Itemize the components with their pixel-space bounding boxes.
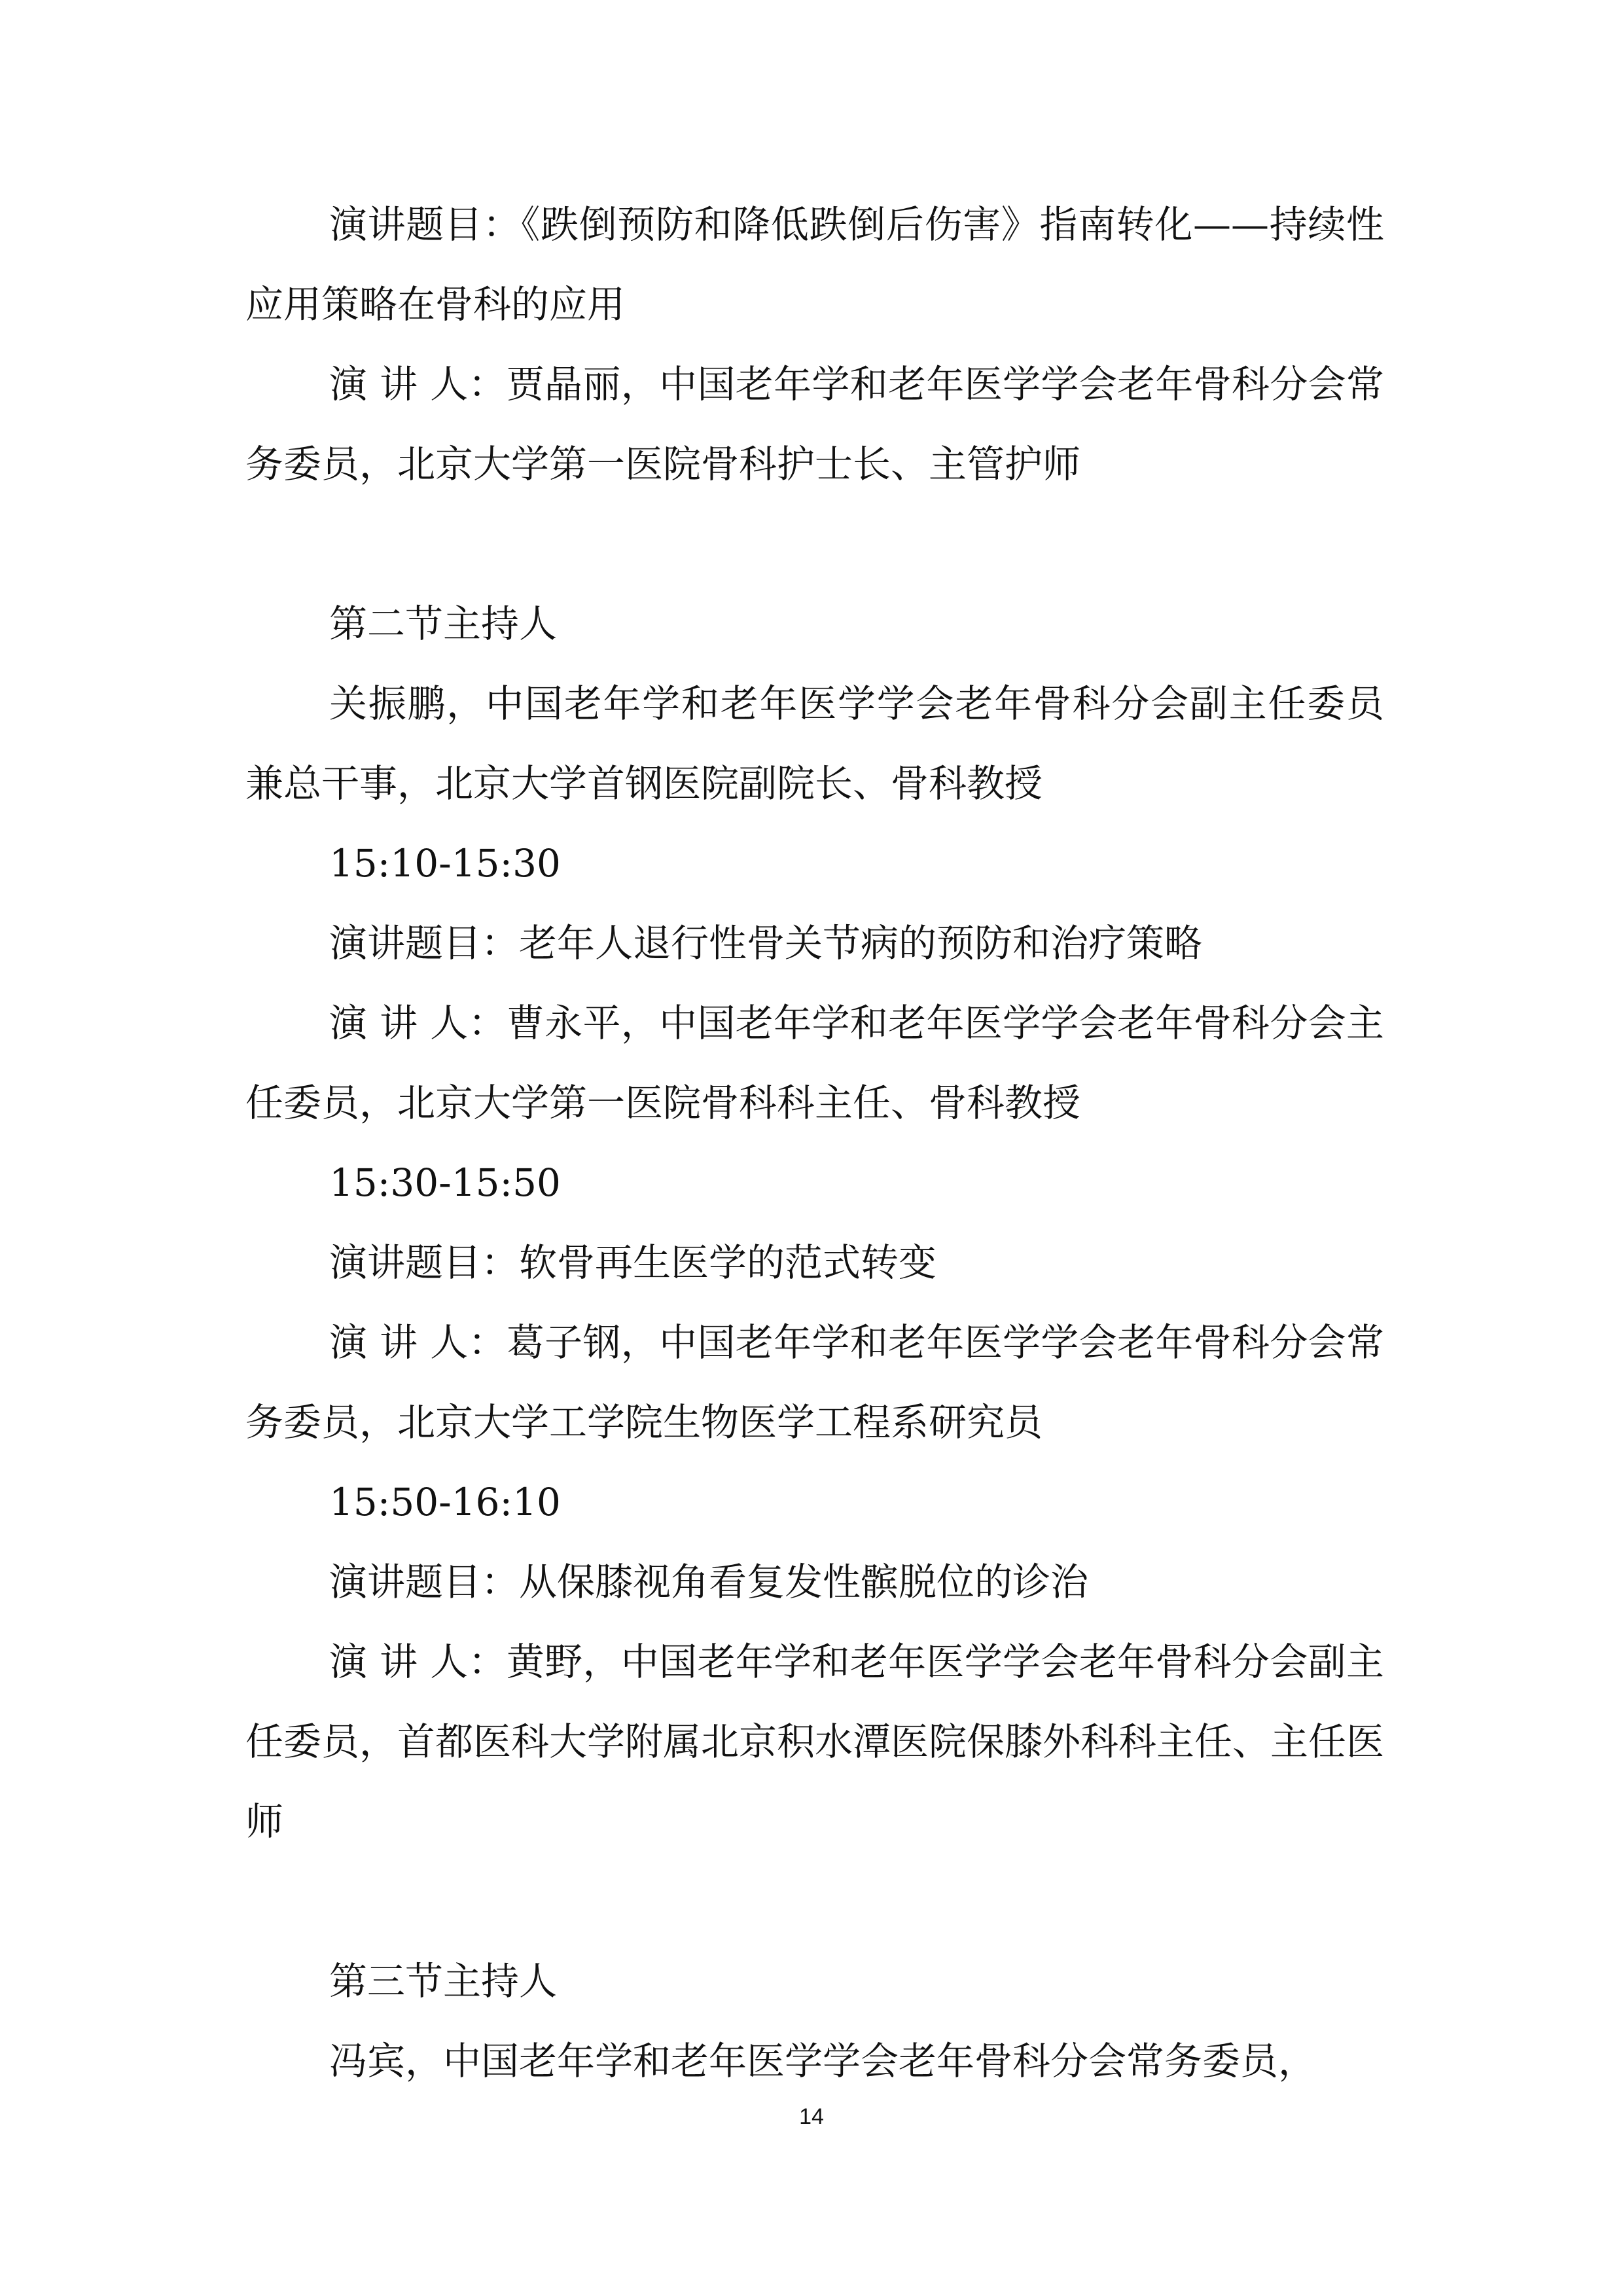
speaker-info: 演 讲 人：贾晶丽，中国老年学和老年医学学会老年骨科分会常务委员，北京大学第一医院骨科护士长、主管护师 — [245, 362, 1384, 486]
host-info: 关振鹏，中国老年学和老年医学学会老年骨科分会副主任委员兼总干事，北京大学首钢医院副院长、骨科教授 — [245, 681, 1384, 806]
blank-line — [245, 1861, 1384, 1941]
host-info: 冯宾，中国老年学和老年医学学会老年骨科分会常务委员， — [329, 2039, 1317, 2083]
speaker-info: 演 讲 人：葛子钢，中国老年学和老年医学学会老年骨科分会常务委员，北京大学工学院生物医学工程系研究员 — [245, 1320, 1384, 1444]
speaker-info: 演 讲 人：黄野，中国老年学和老年医学学会老年骨科分会副主任委员，首都医科大学附属北京积水潭医院保膝外科科主任、主任医师 — [245, 1640, 1385, 1844]
page-number: 14 — [799, 2104, 824, 2129]
time-slot: 15:30-15:50 — [329, 1160, 561, 1205]
page-body — [245, 185, 1384, 2101]
talk-title: 演讲题目：从保膝视角看复发性髌脱位的诊治 — [329, 1560, 1089, 1604]
time-slot: 15:50-16:10 — [329, 1480, 561, 1524]
blank-line — [245, 504, 1384, 584]
talk-title: 演讲题目：软骨再生医学的范式转变 — [329, 1240, 937, 1285]
time-slot: 15:10-15:30 — [329, 841, 561, 886]
talk-title: 演讲题目：《跌倒预防和降低跌倒后伤害》指南转化——持续性应用策略在骨科的应用 — [245, 202, 1384, 327]
talk-title: 演讲题目：老年人退行性骨关节病的预防和治疗策略 — [329, 921, 1203, 965]
section-heading: 第二节主持人 — [329, 601, 558, 646]
section-heading: 第三节主持人 — [329, 1959, 558, 2003]
speaker-info: 演 讲 人：曹永平，中国老年学和老年医学学会老年骨科分会主任委员，北京大学第一医院骨科科主任、骨科教授 — [245, 1001, 1384, 1125]
